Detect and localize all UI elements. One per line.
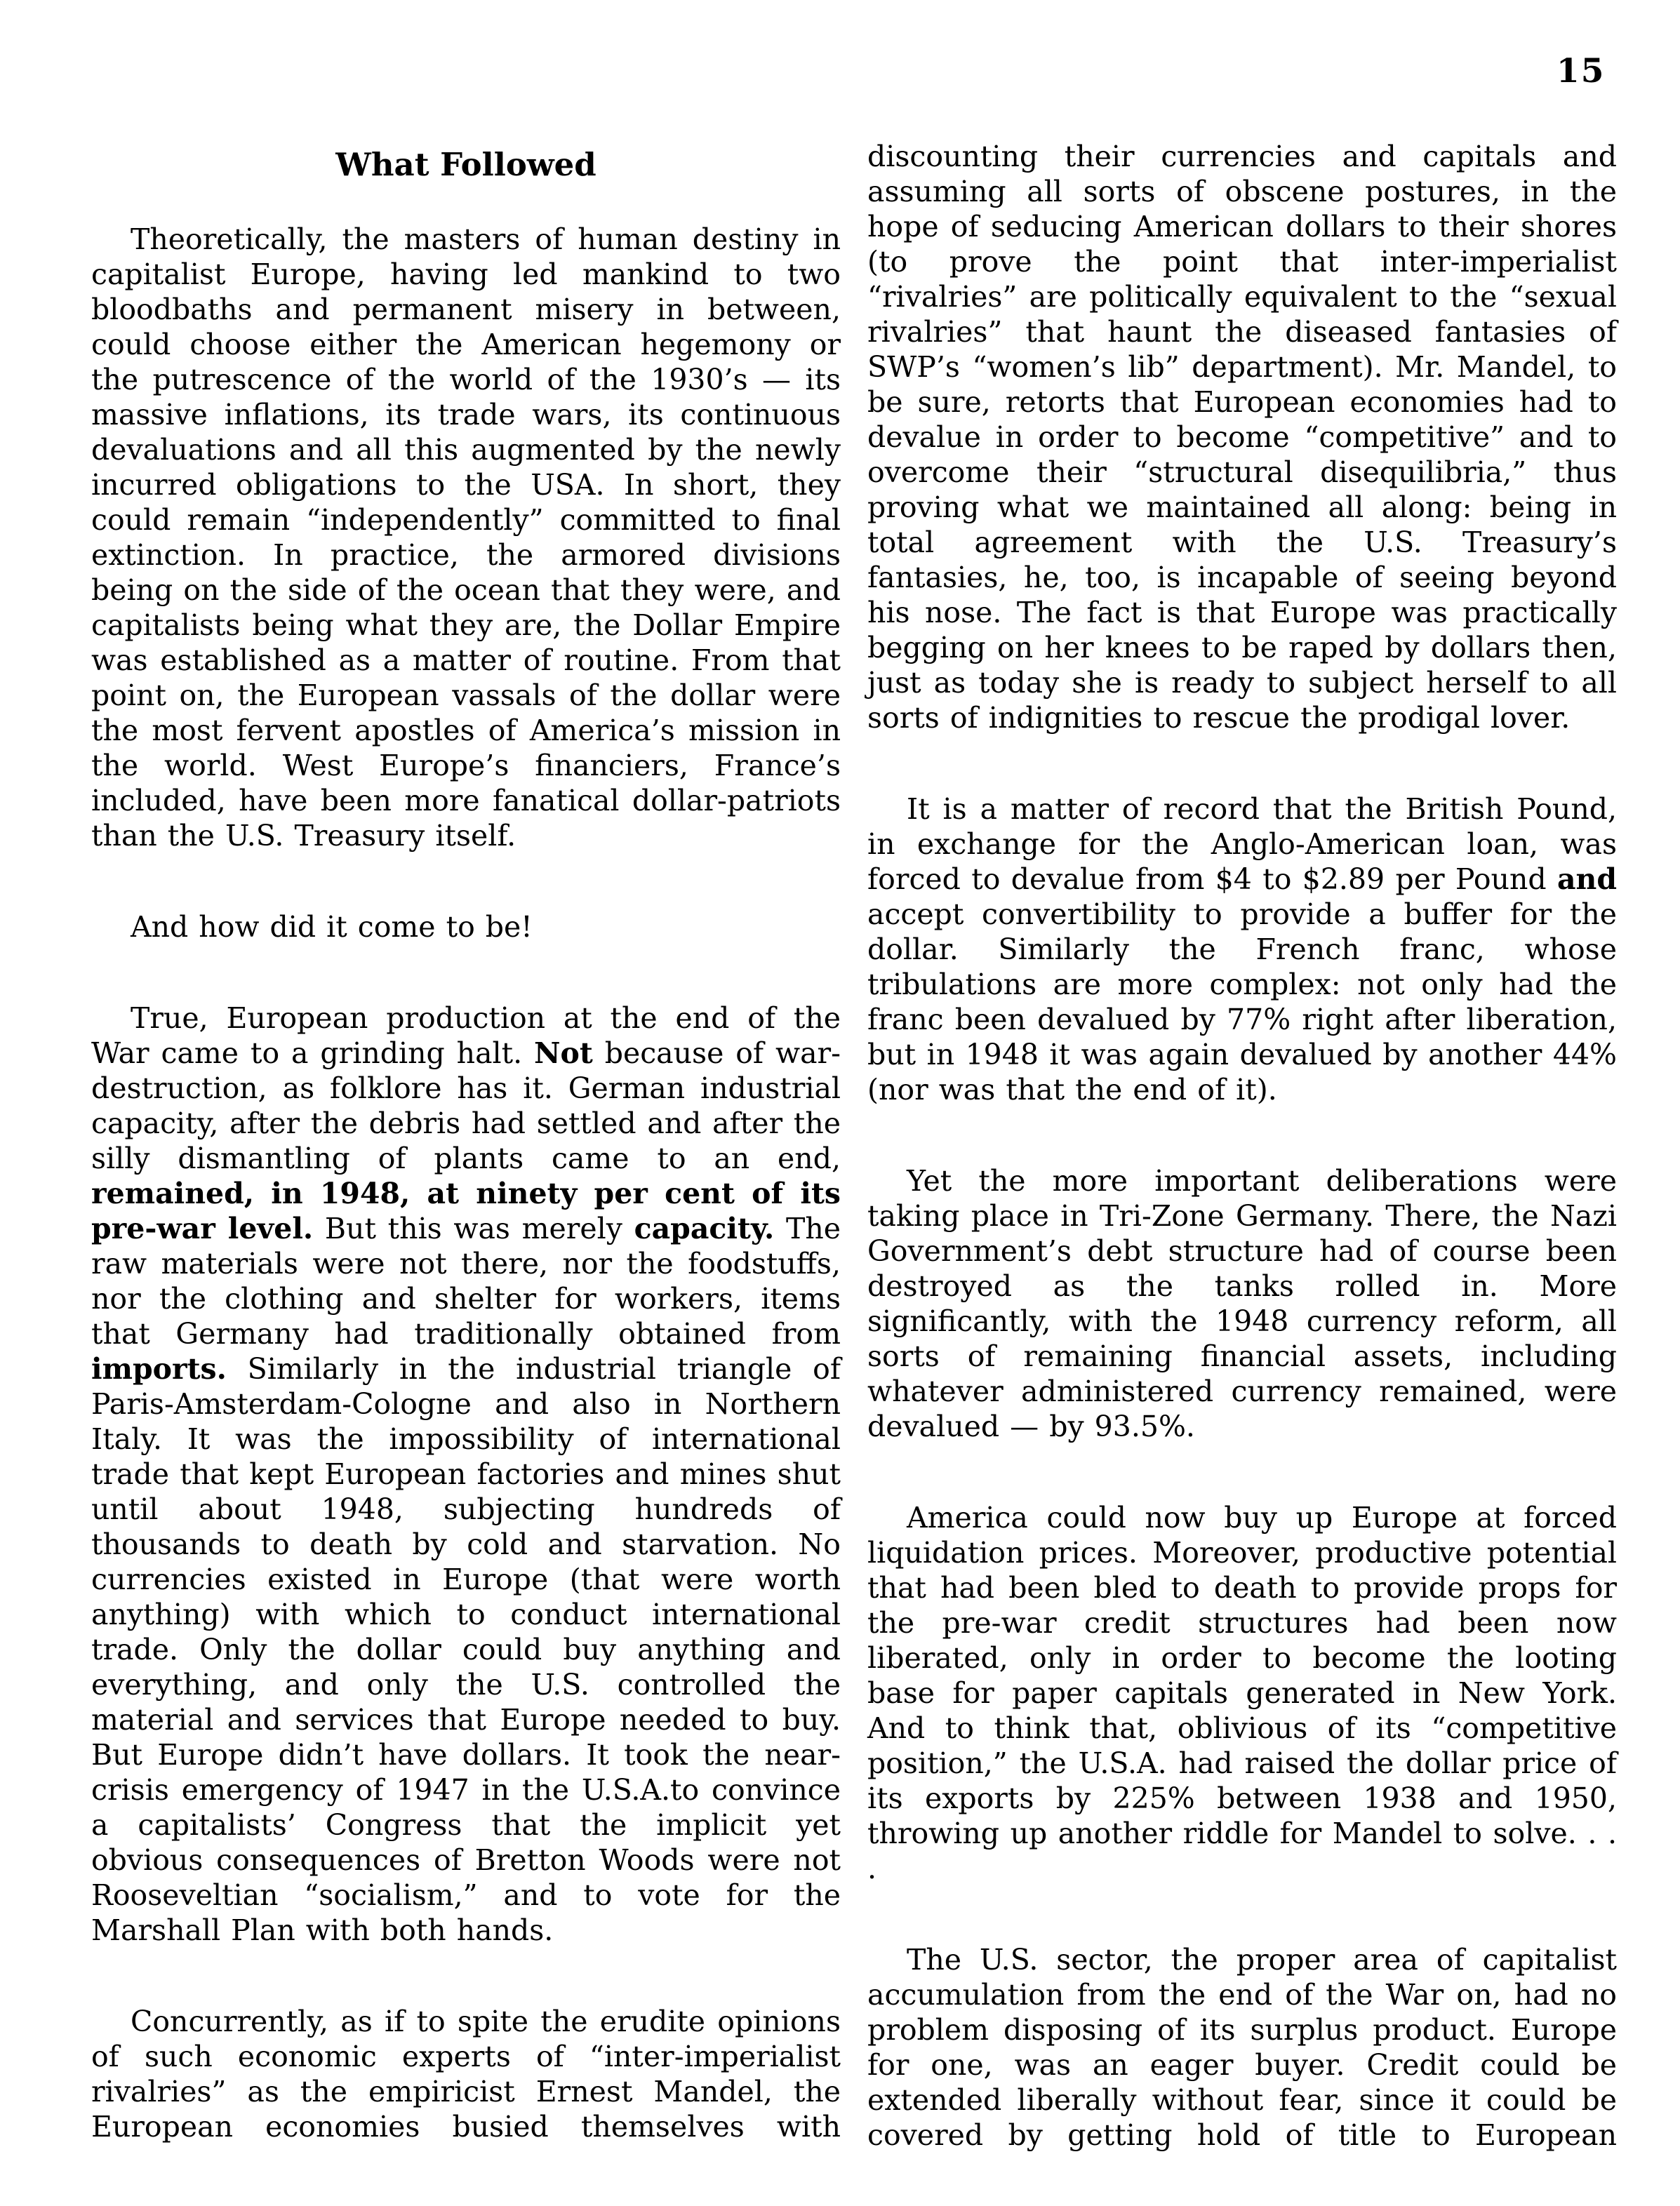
text-run: Yet the more important deliberations were taking place in Tri-Zone Germany. There, the Nazi Government’s debt structure had of course been destroyed as the tanks rolled in. More significantly, with the 1948 currency reform, all sorts of remaining financial assets, including whatever administered currency remained, were devalued — by 93.5%. — [867, 1164, 1617, 1443]
page-number: 15 — [1556, 52, 1606, 91]
bold-text-run: and — [1556, 862, 1617, 896]
paragraph — [867, 139, 1617, 735]
paragraph — [867, 1500, 1617, 1886]
paragraph — [91, 222, 841, 853]
right-column — [867, 139, 1617, 2153]
text-run: But this was merely — [313, 1212, 634, 1245]
text-run: accept convertibility to provide a buffer for the dollar. Similarly the French franc, whose tribulations are more complex: not only had the franc been devalued by 77% right after liberation, but in 1948 it was again devalued by another 44% (nor was that the end of it). — [867, 897, 1617, 1107]
text-run: The raw materials were not there, nor the foodstuffs, nor the clothing and shelter for workers, items that Germany had traditionally obtained from — [91, 1212, 841, 1351]
text-run: Theoretically, the masters of human destiny in capitalist Europe, having led mankind to two bloodbaths and permanent misery in between, could choose either the American hegemony or the putrescence of the world of the 1930’s — its massive inflations, its trade wars, its continuous devaluations and all this augmented by the newly incurred obligations to the USA. In short, they could remain “independently” committed to final extinction. In practice, the armored divisions being on the side of the ocean that they were, and capitalists being what they are, the Dollar Empire was established as a matter of routine. From that point on, the European vassals of the dollar were the most fervent apostles of America’s mission in the world. West Europe’s financiers, France’s included, have been more fanatical dollar-patriots than the U.S. Treasury itself. — [91, 222, 841, 853]
text-run: discounting their currencies and capitals and assuming all sorts of obscene postures, in the hope of seducing American dollars to their shores (to prove the point that inter-imperialist “rivalries” are politically equivalent to the “sexual rivalries” that haunt the diseased fantasies of SWP’s “women’s lib” department). Mr. Mandel, to be sure, retorts that European economies had to devalue in order to become “competitive” and to overcome their “structural disequilibria,” thus proving what we maintained all along: being in total agreement with the U.S. Treasury’s fantasies, he, too, is incapable of seeing beyond his nose. The fact is that Europe was practically begging on her knees to be raped by dollars then, just as today she is ready to subject herself to all sorts of indignities to rescue the prodigal lover. — [867, 140, 1617, 735]
text-run: America could now buy up Europe at forced liquidation prices. Moreover, productive potential that had been bled to death to provide props for the pre-war credit structures had been now liberated, only in order to become the looting base for paper capitals generated in New York. And to think that, oblivious of its “competitive position,” the U.S.A. had raised the dollar price of its exports by 225% between 1938 and 1950, throwing up another riddle for Mandel to solve. . . . — [867, 1501, 1617, 1885]
paragraph — [91, 2004, 841, 2144]
bold-text-run: imports. — [91, 1352, 227, 1386]
left-column — [91, 147, 841, 2144]
paragraph — [867, 791, 1617, 1107]
text-run: True, European production at the end of the War came to a grinding halt. — [91, 1001, 841, 1070]
paragraph — [91, 1001, 841, 1948]
text-run: because of war-destruction, as folklore has it. German industrial capacity, after the debris had settled and after the silly dismantling of plants came to an end, — [91, 1036, 841, 1175]
section-title: What Followed — [335, 146, 596, 183]
text-run: It is a matter of record that the British Pound, in exchange for the Anglo-American loan, was forced to devalue from $4 to $2.89 per Pound — [867, 792, 1617, 896]
bold-text-run: remained, in 1948, at ninety per cent of its pre-war level. — [91, 1177, 841, 1245]
text-run: The U.S. sector, the proper area of capitalist accumulation from the end of the War on, had no problem disposing of its surplus product. Europe for one, was an eager buyer. Credit could be extended liberally without fear, since it could be covered by getting hold of title to European — [867, 1943, 1617, 2152]
text-run: And how did it come to be! — [131, 910, 533, 944]
text-run: Concurrently, as if to spite the erudite opinions of such economic experts of “inter-imperialist rivalries” as the empiricist Ernest Mandel, the European economies busied themselves with — [91, 2005, 841, 2144]
right-column-paragraphs — [867, 139, 1617, 2153]
paragraph — [867, 1163, 1617, 1444]
paragraph — [91, 909, 841, 944]
bold-text-run: Not — [534, 1036, 593, 1070]
bold-text-run: capacity. — [634, 1212, 775, 1245]
text-run: Similarly in the industrial triangle of Paris-Amsterdam-Cologne and also in Northern Italy. It was the impossibility of international trade that kept European factories and mines shut until about 1948, subjecting hundreds of thousands to death by cold and starvation. No currencies existed in Europe (that were worth anything) with which to conduct international trade. Only the dollar could buy anything and everything, and only the U.S. controlled the material and services that Europe needed to buy. But Europe didn’t have dollars. It took the near-crisis emergency of 1947 in the U.S.A.to convince a capitalists’ Congress that the implicit yet obvious consequences of Bretton Woods were not Rooseveltian “socialism,” and to vote for the Marshall Plan with both hands. — [91, 1352, 841, 1947]
paragraph — [867, 1942, 1617, 2153]
left-column-paragraphs — [91, 222, 841, 2144]
